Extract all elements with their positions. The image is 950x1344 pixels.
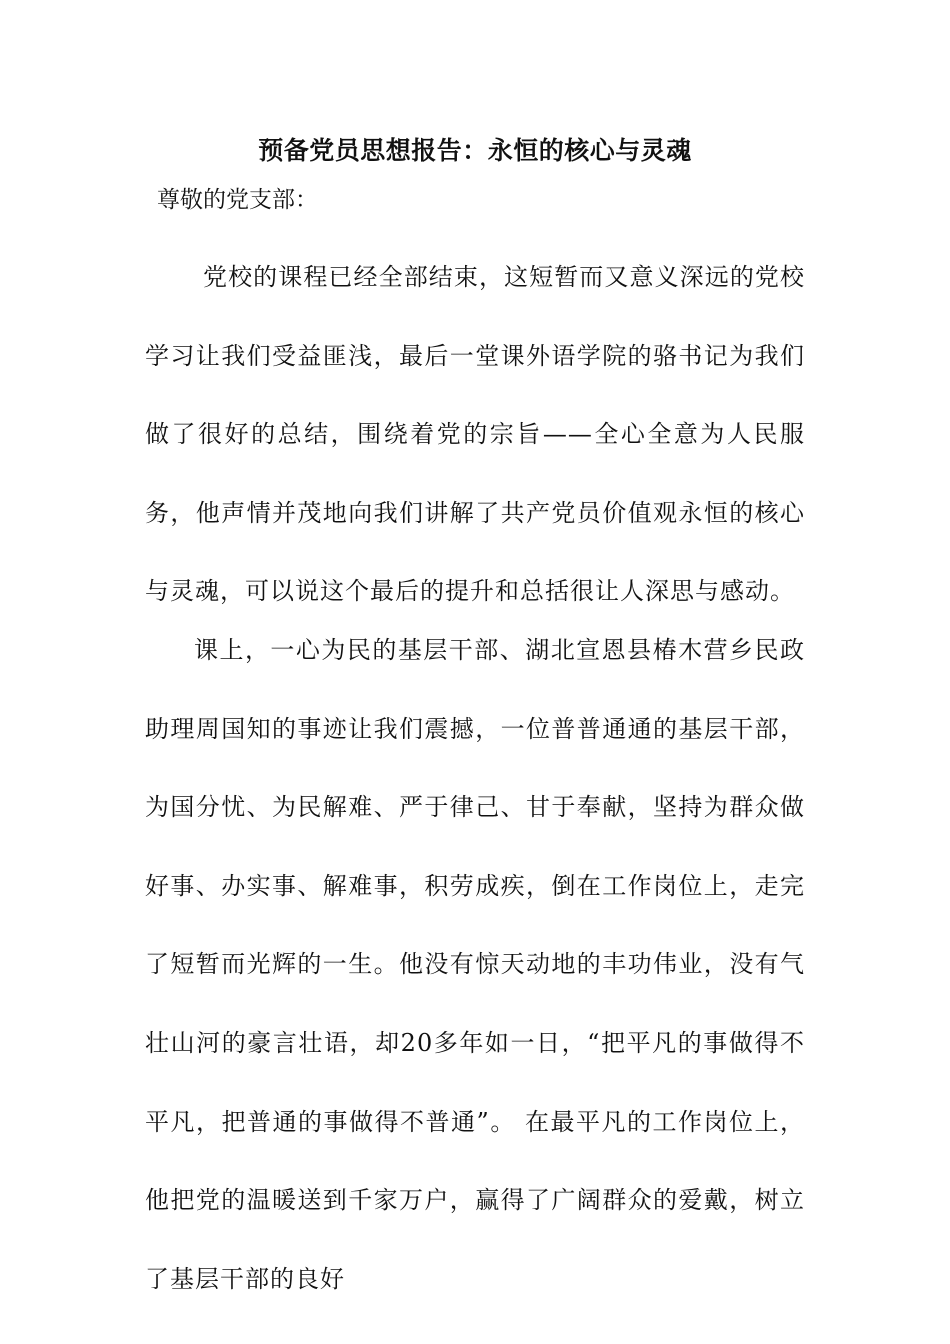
paragraph-1: 党校的课程已经全部结束，这短暂而又意义深远的党校学习让我们受益匪浅，最后一堂课外语学院的骆书记为我们做了很好的总结，围绕着党的宗旨——全心全意为人民服务，他声情并茂地向我们讲解了共产党员价值观永恒的核心与灵魂，可以说这个最后的提升和总括很让人深思与感动。 xyxy=(145,263,805,606)
document-title: 预备党员思想报告：永恒的核心与灵魂 xyxy=(258,136,692,165)
paragraph-2: 课上，一心为民的基层干部、湖北宣恩县椿木营乡民政助理周国知的事迹让我们震撼，一位普普通通的基层干部，为国分忧、为民解难、严于律己、甘于奉献，坚持为群众做好事、办实事、解难事，积劳成疾，倒在工作岗位上，走完了短暂而光辉的一生。他没有惊天动地的丰功伟业，没有气壮山河的豪言壮语，却20多年如一日，“把平凡的事做得不平凡，把普通的事做得不普通”。 在最平凡的工作岗位上，他把党的温暖送到千家万户，赢得了广阔群众的爱戴，树立了基层干部的良好 xyxy=(145,636,805,1293)
salutation: 尊敬的党支部： xyxy=(157,187,318,213)
